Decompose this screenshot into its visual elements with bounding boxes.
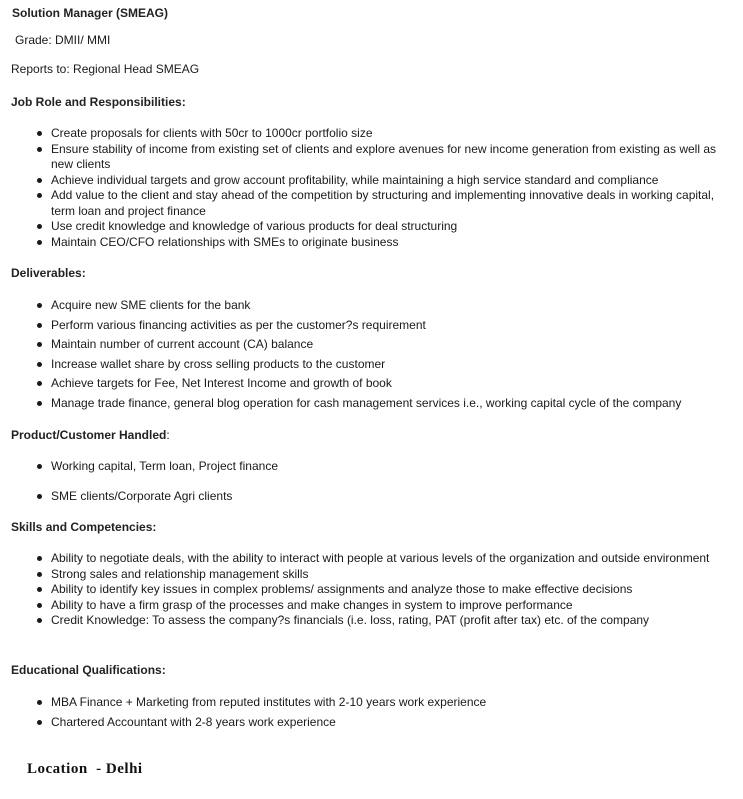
bullet-icon (37, 572, 42, 577)
section-heading-job-role: Job Role and Responsibilities: (11, 95, 186, 109)
page-title: Solution Manager (SMEAG) (12, 6, 168, 20)
list-item (0, 357, 743, 373)
section-heading-product (11, 428, 170, 443)
list-item (0, 459, 743, 475)
list-item (0, 715, 743, 731)
list-item-text: Achieve individual targets and grow account profitability, while maintaining a high service standard and compliance (51, 172, 659, 187)
location-text: Location - Delhi (27, 761, 143, 777)
job-role-list (0, 126, 743, 250)
list-item-text: Credit Knowledge: To assess the company?s financials (i.e. loss, rating, PAT (profit after tax) etc. of the company (51, 613, 650, 627)
list-item (0, 219, 743, 235)
list-item (0, 318, 743, 334)
list-item-text: Perform various financing activities as per the customer?s requirement (51, 317, 426, 332)
education-list (0, 695, 743, 734)
list-item-text: SME clients/Corporate Agri clients (51, 488, 233, 503)
list-item-text: Chartered Accountant with 2-8 years work experience (51, 714, 336, 729)
list-item (0, 598, 743, 614)
product-list (0, 459, 743, 518)
list-item-text: Ability to have a firm grasp of the processes and make changes in system to improve performance (51, 597, 573, 612)
list-item (0, 567, 743, 583)
list-item-text: Strong sales and relationship management skills (51, 566, 309, 581)
bullet-icon (37, 193, 42, 198)
bullet-icon (37, 618, 42, 623)
list-item (0, 126, 743, 142)
bullet-icon (37, 224, 42, 229)
bullet-icon (37, 178, 42, 183)
list-item-text: Ability to negotiate deals, with the ability to interact with people at various levels of the organization and outside environment (51, 551, 710, 565)
bullet-icon (37, 342, 42, 347)
list-item (0, 337, 743, 353)
list-item (0, 142, 743, 173)
list-item-text: Ensure stability of income from existing set of clients and explore avenues for new income generation from existing as well as new clients (51, 141, 716, 171)
product-heading-colon: : (166, 428, 170, 442)
list-item-text: Create proposals for clients with 50cr to 1000cr portfolio size (51, 126, 373, 140)
bullet-icon (37, 720, 42, 725)
list-item (0, 376, 743, 392)
bullet-icon (37, 556, 42, 561)
bullet-icon (37, 587, 42, 592)
list-item-text: Working capital, Term loan, Project finance (51, 459, 278, 473)
list-item-text: Manage trade finance, general blog operation for cash management services i.e., working capital cycle of the company (51, 395, 682, 410)
list-item (0, 489, 743, 505)
bullet-icon (37, 362, 42, 367)
list-item-text: Use credit knowledge and knowledge of various products for deal structuring (51, 219, 458, 233)
section-heading-education: Educational Qualifications: (11, 663, 166, 677)
list-item (0, 582, 743, 598)
bullet-icon (37, 240, 42, 245)
list-item (0, 396, 743, 412)
list-item (0, 551, 743, 567)
deliverables-list (0, 298, 743, 415)
bullet-icon (37, 603, 42, 608)
list-item-text: Increase wallet share by cross selling products to the customer (51, 356, 386, 371)
list-item (0, 235, 743, 251)
bullet-icon (37, 700, 42, 705)
list-item-text: Achieve targets for Fee, Net Interest Income and growth of book (51, 376, 392, 390)
list-item-text: Ability to identify key issues in complex problems/ assignments and analyze those to make effective decisions (51, 582, 633, 596)
list-item-text: MBA Finance + Marketing from reputed institutes with 2-10 years work experience (51, 695, 487, 709)
bullet-icon (37, 381, 42, 386)
bullet-icon (37, 323, 42, 328)
list-item-text: Acquire new SME clients for the bank (51, 298, 251, 312)
list-item (0, 613, 743, 629)
bullet-icon (37, 464, 42, 469)
bullet-icon (37, 401, 42, 406)
list-item (0, 695, 743, 711)
list-item (0, 188, 743, 219)
list-item-text: Maintain CEO/CFO relationships with SMEs to originate business (51, 234, 399, 249)
section-heading-deliverables: Deliverables: (11, 266, 86, 280)
section-heading-skills: Skills and Competencies: (11, 520, 157, 534)
bullet-icon (37, 494, 42, 499)
bullet-icon (37, 147, 42, 152)
skills-list (0, 551, 743, 629)
reports-to-text: Reports to: Regional Head SMEAG (11, 62, 200, 76)
list-item (0, 173, 743, 189)
list-item-text: Add value to the client and stay ahead of the competition by structuring and implementing innovative deals in working capital, term loan and project finance (51, 188, 715, 218)
grade-text: Grade: DMII/ MMI (15, 33, 111, 47)
list-item (0, 298, 743, 314)
list-item-text: Maintain number of current account (CA) balance (51, 337, 314, 351)
product-heading-text: Product/Customer Handled (11, 428, 167, 442)
bullet-icon (37, 303, 42, 308)
bullet-icon (37, 131, 42, 136)
